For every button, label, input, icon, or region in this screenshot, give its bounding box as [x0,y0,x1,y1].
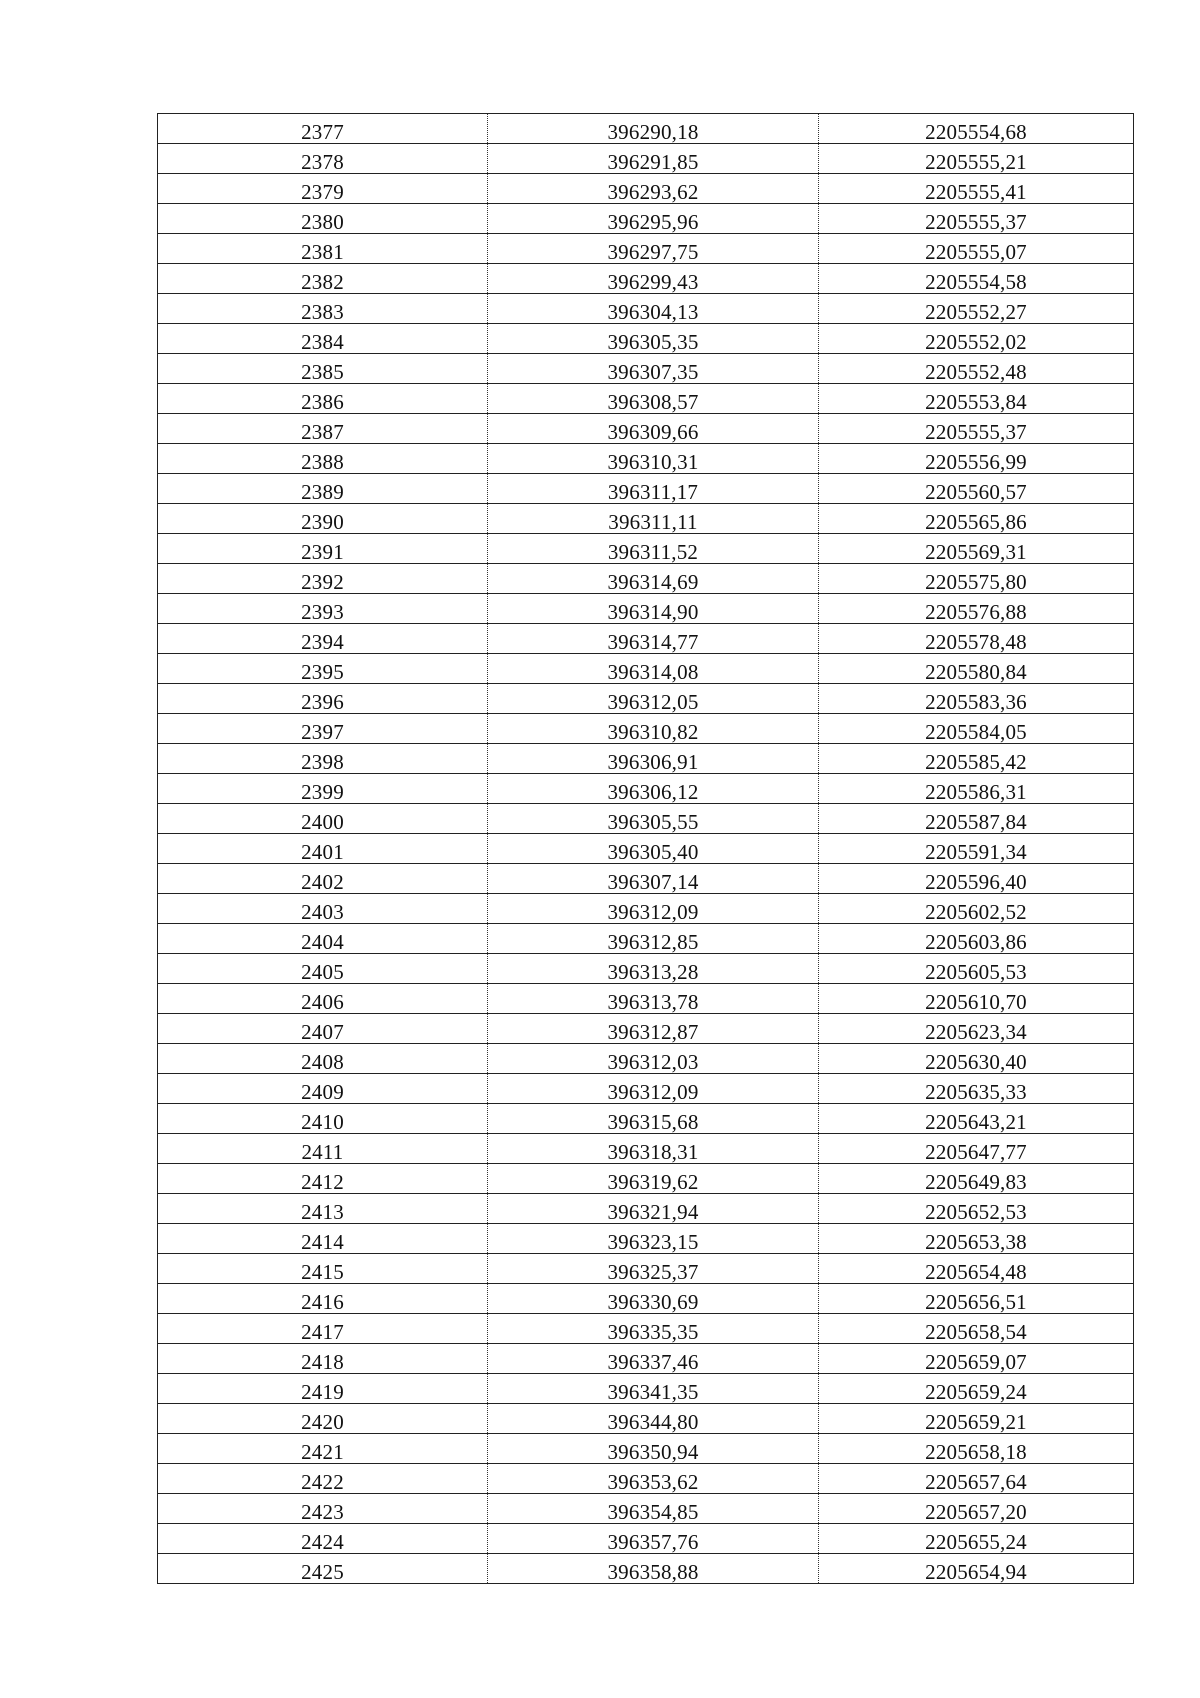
x-coordinate-cell: 396344,80 [488,1404,819,1434]
x-coordinate-cell: 396319,62 [488,1164,819,1194]
point-number-cell: 2420 [158,1404,488,1434]
table-row [158,834,1134,864]
point-number-cell: 2386 [158,384,488,414]
x-coordinate-cell: 396305,55 [488,804,819,834]
y-coordinate-cell: 2205658,18 [819,1434,1134,1464]
table-row [158,1224,1134,1254]
point-number-cell: 2413 [158,1194,488,1224]
point-number-cell: 2385 [158,354,488,384]
y-coordinate-cell: 2205658,54 [819,1314,1134,1344]
point-number-cell: 2382 [158,264,488,294]
table-row [158,894,1134,924]
y-coordinate-cell: 2205605,53 [819,954,1134,984]
table-row [158,234,1134,264]
x-coordinate-cell: 396295,96 [488,204,819,234]
table-row [158,354,1134,384]
table-row [158,654,1134,684]
x-coordinate-cell: 396314,08 [488,654,819,684]
x-coordinate-cell: 396291,85 [488,144,819,174]
table-row [158,1524,1134,1554]
x-coordinate-cell: 396358,88 [488,1554,819,1584]
x-coordinate-cell: 396321,94 [488,1194,819,1224]
point-number-cell: 2378 [158,144,488,174]
x-coordinate-cell: 396307,35 [488,354,819,384]
y-coordinate-cell: 2205659,21 [819,1404,1134,1434]
y-coordinate-cell: 2205652,53 [819,1194,1134,1224]
x-coordinate-cell: 396299,43 [488,264,819,294]
y-coordinate-cell: 2205552,02 [819,324,1134,354]
y-coordinate-cell: 2205653,38 [819,1224,1134,1254]
point-number-cell: 2422 [158,1464,488,1494]
table-row [158,864,1134,894]
x-coordinate-cell: 396307,14 [488,864,819,894]
table-row [158,744,1134,774]
table-row [158,1134,1134,1164]
table-row [158,684,1134,714]
point-number-cell: 2398 [158,744,488,774]
y-coordinate-cell: 2205555,37 [819,414,1134,444]
point-number-cell: 2392 [158,564,488,594]
x-coordinate-cell: 396311,52 [488,534,819,564]
y-coordinate-cell: 2205654,94 [819,1554,1134,1584]
point-number-cell: 2394 [158,624,488,654]
table-row [158,774,1134,804]
point-number-cell: 2397 [158,714,488,744]
x-coordinate-cell: 396310,31 [488,444,819,474]
point-number-cell: 2423 [158,1494,488,1524]
x-coordinate-cell: 396308,57 [488,384,819,414]
point-number-cell: 2383 [158,294,488,324]
x-coordinate-cell: 396313,78 [488,984,819,1014]
x-coordinate-cell: 396312,09 [488,1074,819,1104]
table-row [158,1344,1134,1374]
point-number-cell: 2414 [158,1224,488,1254]
point-number-cell: 2395 [158,654,488,684]
y-coordinate-cell: 2205575,80 [819,564,1134,594]
y-coordinate-cell: 2205555,21 [819,144,1134,174]
y-coordinate-cell: 2205554,68 [819,114,1134,144]
point-number-cell: 2405 [158,954,488,984]
table-row [158,384,1134,414]
x-coordinate-cell: 396330,69 [488,1284,819,1314]
x-coordinate-cell: 396312,09 [488,894,819,924]
table-row [158,1374,1134,1404]
y-coordinate-cell: 2205580,84 [819,654,1134,684]
y-coordinate-cell: 2205555,07 [819,234,1134,264]
table-row [158,924,1134,954]
point-number-cell: 2404 [158,924,488,954]
y-coordinate-cell: 2205630,40 [819,1044,1134,1074]
y-coordinate-cell: 2205576,88 [819,594,1134,624]
table-row [158,504,1134,534]
point-number-cell: 2415 [158,1254,488,1284]
point-number-cell: 2377 [158,114,488,144]
table-row [158,564,1134,594]
x-coordinate-cell: 396290,18 [488,114,819,144]
y-coordinate-cell: 2205554,58 [819,264,1134,294]
point-number-cell: 2408 [158,1044,488,1074]
table-row [158,1284,1134,1314]
point-number-cell: 2380 [158,204,488,234]
x-coordinate-cell: 396314,69 [488,564,819,594]
x-coordinate-cell: 396293,62 [488,174,819,204]
point-number-cell: 2388 [158,444,488,474]
x-coordinate-cell: 396311,17 [488,474,819,504]
y-coordinate-cell: 2205603,86 [819,924,1134,954]
point-number-cell: 2402 [158,864,488,894]
point-number-cell: 2379 [158,174,488,204]
x-coordinate-cell: 396306,91 [488,744,819,774]
table-row [158,414,1134,444]
y-coordinate-cell: 2205596,40 [819,864,1134,894]
x-coordinate-cell: 396335,35 [488,1314,819,1344]
x-coordinate-cell: 396297,75 [488,234,819,264]
x-coordinate-cell: 396350,94 [488,1434,819,1464]
y-coordinate-cell: 2205643,21 [819,1104,1134,1134]
y-coordinate-cell: 2205647,77 [819,1134,1134,1164]
table-row [158,984,1134,1014]
table-row [158,1434,1134,1464]
point-number-cell: 2424 [158,1524,488,1554]
y-coordinate-cell: 2205657,20 [819,1494,1134,1524]
point-number-cell: 2391 [158,534,488,564]
y-coordinate-cell: 2205583,36 [819,684,1134,714]
point-number-cell: 2407 [158,1014,488,1044]
y-coordinate-cell: 2205602,52 [819,894,1134,924]
point-number-cell: 2403 [158,894,488,924]
table-row [158,474,1134,504]
x-coordinate-cell: 396313,28 [488,954,819,984]
y-coordinate-cell: 2205556,99 [819,444,1134,474]
y-coordinate-cell: 2205591,34 [819,834,1134,864]
point-number-cell: 2387 [158,414,488,444]
y-coordinate-cell: 2205560,57 [819,474,1134,504]
point-number-cell: 2401 [158,834,488,864]
x-coordinate-cell: 396304,13 [488,294,819,324]
table-row [158,324,1134,354]
point-number-cell: 2390 [158,504,488,534]
table-row [158,1164,1134,1194]
table-row [158,1074,1134,1104]
y-coordinate-cell: 2205565,86 [819,504,1134,534]
y-coordinate-cell: 2205587,84 [819,804,1134,834]
x-coordinate-cell: 396305,40 [488,834,819,864]
y-coordinate-cell: 2205623,34 [819,1014,1134,1044]
coordinates-table [157,113,1134,1584]
point-number-cell: 2410 [158,1104,488,1134]
table-row [158,204,1134,234]
y-coordinate-cell: 2205659,24 [819,1374,1134,1404]
y-coordinate-cell: 2205635,33 [819,1074,1134,1104]
y-coordinate-cell: 2205654,48 [819,1254,1134,1284]
table-row [158,804,1134,834]
y-coordinate-cell: 2205586,31 [819,774,1134,804]
x-coordinate-cell: 396312,85 [488,924,819,954]
table-row [158,1494,1134,1524]
y-coordinate-cell: 2205578,48 [819,624,1134,654]
coordinates-table-body [158,114,1134,1584]
table-row [158,624,1134,654]
x-coordinate-cell: 396312,87 [488,1014,819,1044]
table-row [158,294,1134,324]
table-row [158,1194,1134,1224]
point-number-cell: 2381 [158,234,488,264]
table-row [158,954,1134,984]
table-row [158,534,1134,564]
point-number-cell: 2406 [158,984,488,1014]
x-coordinate-cell: 396312,05 [488,684,819,714]
point-number-cell: 2417 [158,1314,488,1344]
table-row [158,1044,1134,1074]
x-coordinate-cell: 396323,15 [488,1224,819,1254]
y-coordinate-cell: 2205655,24 [819,1524,1134,1554]
table-row [158,1554,1134,1584]
x-coordinate-cell: 396315,68 [488,1104,819,1134]
point-number-cell: 2411 [158,1134,488,1164]
table-row [158,594,1134,624]
table-row [158,144,1134,174]
table-row [158,114,1134,144]
table-row [158,174,1134,204]
table-row [158,1464,1134,1494]
x-coordinate-cell: 396314,90 [488,594,819,624]
x-coordinate-cell: 396318,31 [488,1134,819,1164]
x-coordinate-cell: 396341,35 [488,1374,819,1404]
table-row [158,264,1134,294]
table-row [158,714,1134,744]
point-number-cell: 2399 [158,774,488,804]
y-coordinate-cell: 2205610,70 [819,984,1134,1014]
x-coordinate-cell: 396337,46 [488,1344,819,1374]
x-coordinate-cell: 396325,37 [488,1254,819,1284]
x-coordinate-cell: 396312,03 [488,1044,819,1074]
point-number-cell: 2393 [158,594,488,624]
y-coordinate-cell: 2205659,07 [819,1344,1134,1374]
point-number-cell: 2400 [158,804,488,834]
x-coordinate-cell: 396354,85 [488,1494,819,1524]
table-row [158,444,1134,474]
point-number-cell: 2389 [158,474,488,504]
point-number-cell: 2396 [158,684,488,714]
y-coordinate-cell: 2205657,64 [819,1464,1134,1494]
point-number-cell: 2425 [158,1554,488,1584]
point-number-cell: 2419 [158,1374,488,1404]
table-row [158,1404,1134,1434]
point-number-cell: 2384 [158,324,488,354]
x-coordinate-cell: 396305,35 [488,324,819,354]
x-coordinate-cell: 396306,12 [488,774,819,804]
point-number-cell: 2412 [158,1164,488,1194]
x-coordinate-cell: 396314,77 [488,624,819,654]
x-coordinate-cell: 396353,62 [488,1464,819,1494]
table-row [158,1254,1134,1284]
y-coordinate-cell: 2205555,37 [819,204,1134,234]
y-coordinate-cell: 2205584,05 [819,714,1134,744]
y-coordinate-cell: 2205585,42 [819,744,1134,774]
table-row [158,1014,1134,1044]
point-number-cell: 2421 [158,1434,488,1464]
x-coordinate-cell: 396357,76 [488,1524,819,1554]
point-number-cell: 2418 [158,1344,488,1374]
table-row [158,1314,1134,1344]
point-number-cell: 2416 [158,1284,488,1314]
y-coordinate-cell: 2205555,41 [819,174,1134,204]
y-coordinate-cell: 2205649,83 [819,1164,1134,1194]
x-coordinate-cell: 396309,66 [488,414,819,444]
y-coordinate-cell: 2205656,51 [819,1284,1134,1314]
point-number-cell: 2409 [158,1074,488,1104]
y-coordinate-cell: 2205552,27 [819,294,1134,324]
table-row [158,1104,1134,1134]
x-coordinate-cell: 396310,82 [488,714,819,744]
y-coordinate-cell: 2205569,31 [819,534,1134,564]
y-coordinate-cell: 2205553,84 [819,384,1134,414]
x-coordinate-cell: 396311,11 [488,504,819,534]
y-coordinate-cell: 2205552,48 [819,354,1134,384]
